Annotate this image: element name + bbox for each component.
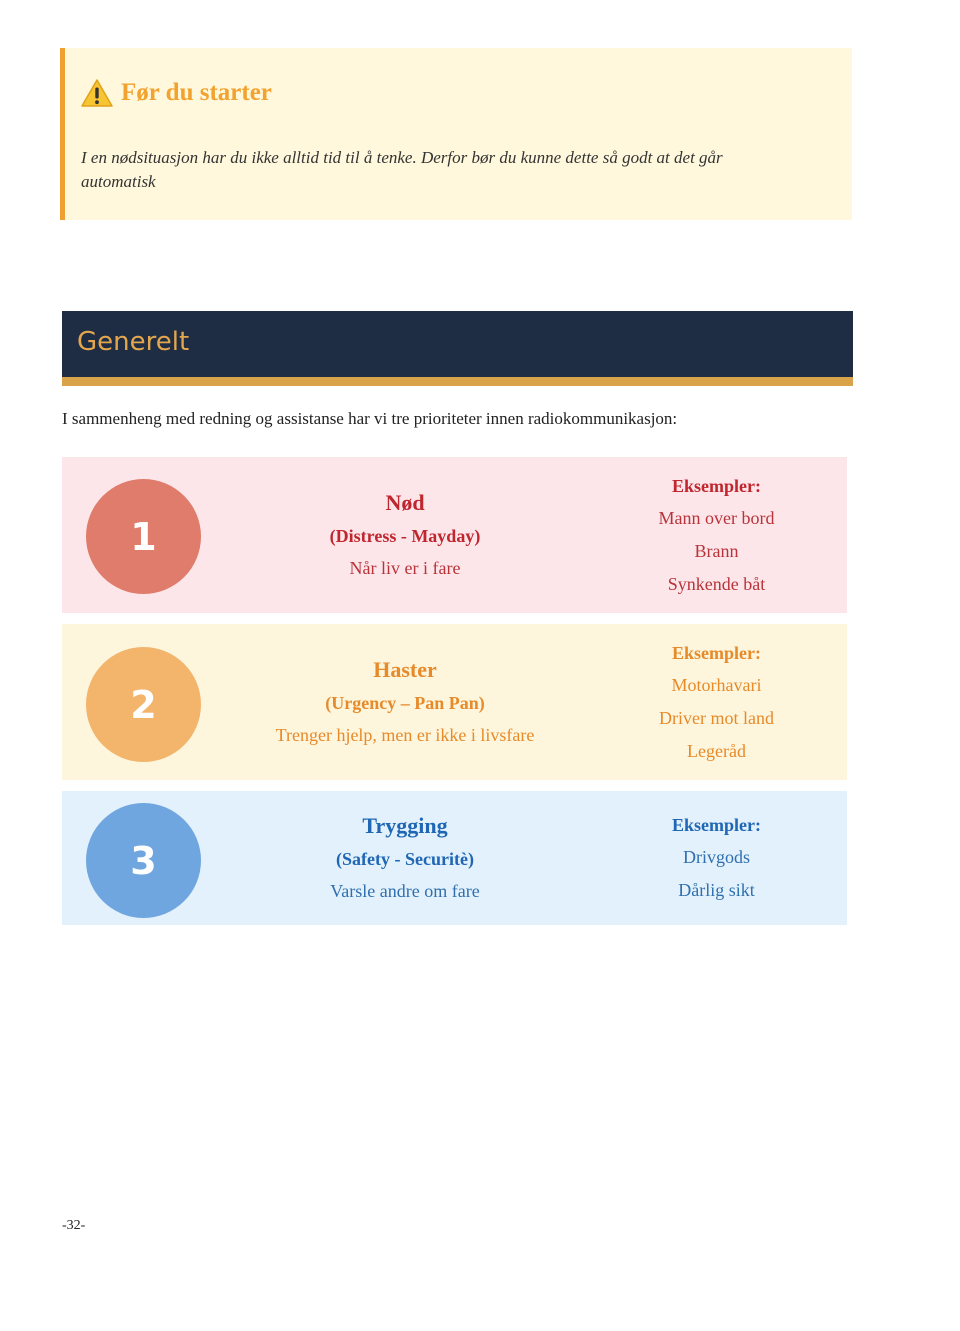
warning-icon: [81, 78, 113, 108]
priority-subtitle: (Safety - Securitè): [336, 849, 474, 869]
priority-description: Trenger hjelp, men er ikke i livsfare: [275, 725, 535, 745]
priority-description: Varsle andre om fare: [330, 881, 480, 901]
priority-badge-cell: [62, 624, 224, 780]
priority-badge-cell: [62, 457, 224, 613]
examples-heading: Eksempler:: [672, 475, 761, 496]
example-item: Mann over bord: [658, 507, 775, 528]
warning-callout: [60, 48, 852, 220]
examples-cell: [586, 457, 847, 613]
priority-number-circle: 1: [86, 479, 201, 594]
example-item: Brann: [694, 540, 739, 561]
intro-paragraph: I sammenheng med redning og assistanse har vi tre prioriteter innen radiokommunikasjon:: [62, 409, 678, 428]
priority-subtitle: (Distress - Mayday): [329, 526, 481, 546]
priority-description-cell: [224, 624, 586, 780]
example-item: Motorhavari: [671, 674, 762, 695]
example-item: Synkende båt: [667, 573, 766, 594]
priority-row-urgency: [62, 624, 847, 780]
priority-title: Nød: [385, 490, 425, 515]
priority-description-cell: [224, 457, 586, 613]
priority-description-cell: [224, 791, 586, 925]
priority-badge-cell: [62, 791, 224, 925]
examples-cell: [586, 624, 847, 780]
example-item: Drivgods: [683, 847, 750, 867]
priority-title: Trygging: [362, 813, 448, 838]
example-item: Legeråd: [687, 740, 746, 761]
priority-number-circle: 3: [86, 803, 201, 918]
examples-heading: Eksempler:: [672, 815, 761, 835]
page-number: -32-: [62, 1218, 86, 1233]
warning-title: Før du starter: [121, 79, 272, 106]
priority-description: Når liv er i fare: [349, 558, 461, 578]
example-item: Driver mot land: [659, 707, 774, 728]
priority-number-circle: 2: [86, 647, 201, 762]
priority-subtitle: (Urgency – Pan Pan): [325, 693, 485, 713]
section-title: Generelt: [77, 327, 190, 357]
warning-heading: [81, 78, 272, 108]
section-header: [62, 311, 853, 386]
priority-row-distress: [62, 457, 847, 613]
examples-heading: Eksempler:: [672, 642, 761, 663]
priority-title: Haster: [373, 657, 437, 682]
warning-text: I en nødsituasjon har du ikke alltid tid til å tenke. Derfor bør du kunne dette så godt at det går automatisk: [81, 148, 723, 191]
examples-cell: [586, 791, 847, 925]
priority-row-safety: [62, 791, 847, 925]
example-item: Dårlig sikt: [678, 880, 755, 900]
